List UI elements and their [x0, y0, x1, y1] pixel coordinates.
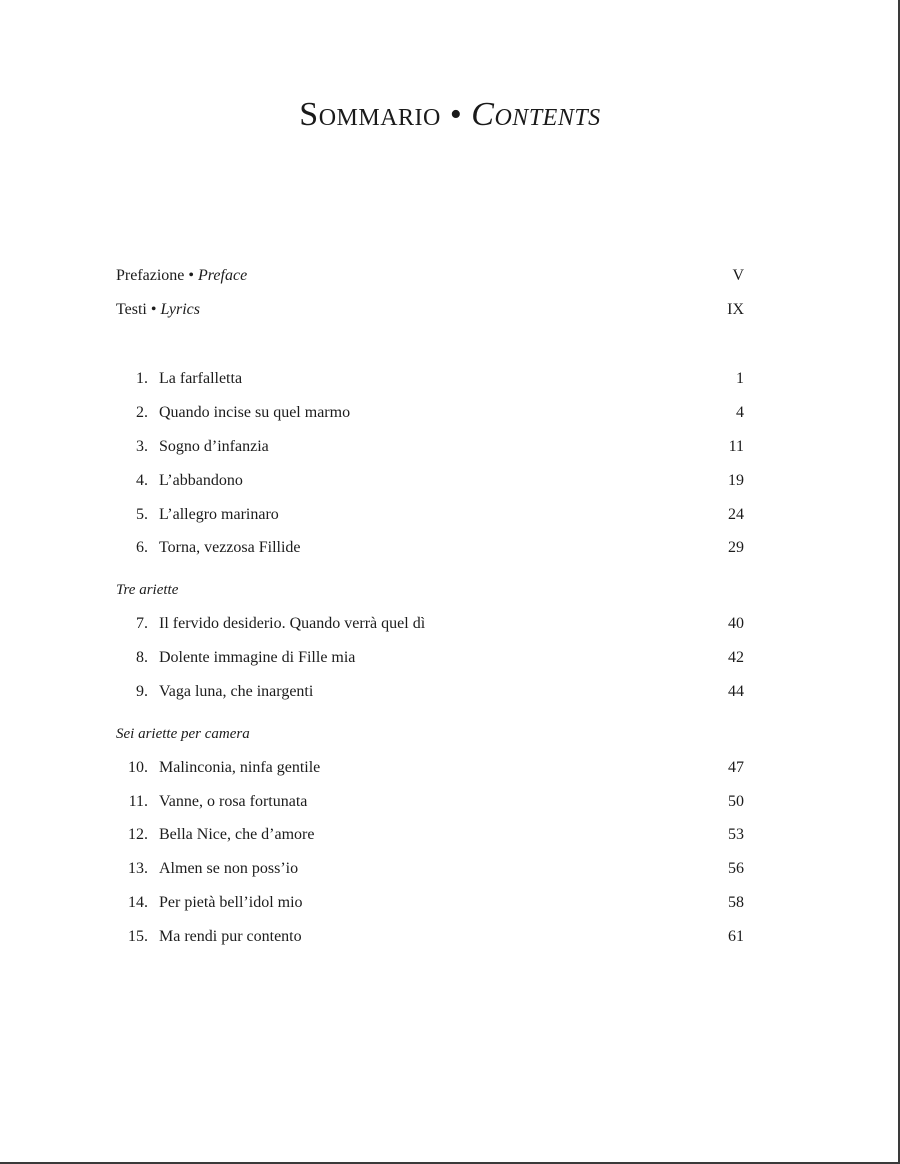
title-italic: Contents — [471, 96, 601, 133]
entry-title: Torna, vezzosa Fillide — [159, 539, 301, 556]
entry-page: IX — [727, 301, 744, 318]
entry-page: 56 — [728, 860, 744, 877]
entry-number: 5. — [136, 506, 148, 523]
toc-entry[interactable] — [116, 613, 744, 635]
entry-number: 13. — [128, 860, 148, 877]
entry-title: Vaga luna, che inargenti — [159, 683, 314, 700]
entry-number: 4. — [136, 472, 148, 489]
toc-entry[interactable] — [116, 402, 744, 424]
entry-title: L’abbandono — [159, 472, 243, 489]
entry-number: 15. — [128, 928, 148, 945]
toc-entry[interactable] — [116, 436, 744, 458]
entry-number: 7. — [136, 615, 148, 632]
entry-page: 42 — [728, 649, 744, 666]
toc-entry[interactable] — [116, 368, 744, 390]
entry-page: 19 — [728, 472, 744, 489]
entry-number: 8. — [136, 649, 148, 666]
entry-page: 44 — [728, 683, 744, 700]
title-roman: Sommario — [299, 96, 441, 133]
entry-page: 47 — [728, 759, 744, 776]
toc-entry-preface[interactable] — [116, 265, 744, 287]
entry-number: 11. — [128, 793, 148, 810]
entry-title: Prefazione • Preface — [116, 267, 248, 284]
entry-page: 58 — [728, 894, 744, 911]
toc-entry[interactable] — [116, 892, 744, 914]
toc-entry[interactable] — [116, 824, 744, 846]
toc-entry[interactable] — [116, 470, 744, 492]
section-heading: Sei ariette per camera — [116, 726, 250, 742]
toc-entry[interactable] — [116, 537, 744, 559]
entry-title: Quando incise su quel marmo — [159, 404, 351, 421]
entry-page: 24 — [728, 506, 744, 523]
entry-number: 10. — [128, 759, 148, 776]
entry-page: 61 — [728, 928, 744, 945]
toc-entry[interactable] — [116, 647, 744, 669]
title-separator: • — [449, 96, 463, 133]
entry-page: 53 — [728, 826, 744, 843]
entry-number: 9. — [136, 683, 148, 700]
entry-title: Il fervido desiderio. Quando verrà quel dì — [159, 615, 426, 632]
entry-page: 50 — [728, 793, 744, 810]
toc-entry[interactable] — [116, 504, 744, 526]
entry-number: 6. — [136, 539, 148, 556]
entry-number: 14. — [128, 894, 148, 911]
entry-title: Bella Nice, che d’amore — [159, 826, 315, 843]
entry-page: 29 — [728, 539, 744, 556]
entry-title: L’allegro marinaro — [159, 506, 279, 523]
entry-title: La farfalletta — [159, 370, 243, 387]
entry-title: Malinconia, ninfa gentile — [159, 759, 321, 776]
entry-title: Per pietà bell’idol mio — [159, 894, 303, 911]
entry-number: 2. — [136, 404, 148, 421]
toc-entry[interactable] — [116, 757, 744, 779]
section-heading: Tre ariette — [116, 582, 179, 598]
entry-title: Almen se non poss’io — [159, 860, 299, 877]
toc-entry[interactable] — [116, 791, 744, 813]
entry-page: 11 — [728, 438, 744, 455]
entry-number: 3. — [136, 438, 148, 455]
page-title — [0, 96, 900, 134]
entry-page: V — [732, 267, 744, 284]
entry-page: 40 — [728, 615, 744, 632]
entry-title: Vanne, o rosa fortunata — [159, 793, 308, 810]
toc-entry[interactable] — [116, 681, 744, 703]
entry-title: Testi • Lyrics — [116, 301, 201, 318]
entry-page: 4 — [736, 404, 744, 421]
toc-entry[interactable] — [116, 858, 744, 880]
entry-number: 1. — [136, 370, 148, 387]
entry-page: 1 — [736, 370, 744, 387]
entry-title: Sogno d’infanzia — [159, 438, 269, 455]
entry-number: 12. — [128, 826, 148, 843]
toc-entry[interactable] — [116, 926, 744, 948]
entry-title: Ma rendi pur contento — [159, 928, 302, 945]
entry-title: Dolente immagine di Fille mia — [159, 649, 356, 666]
toc-entry-lyrics[interactable] — [116, 299, 744, 321]
